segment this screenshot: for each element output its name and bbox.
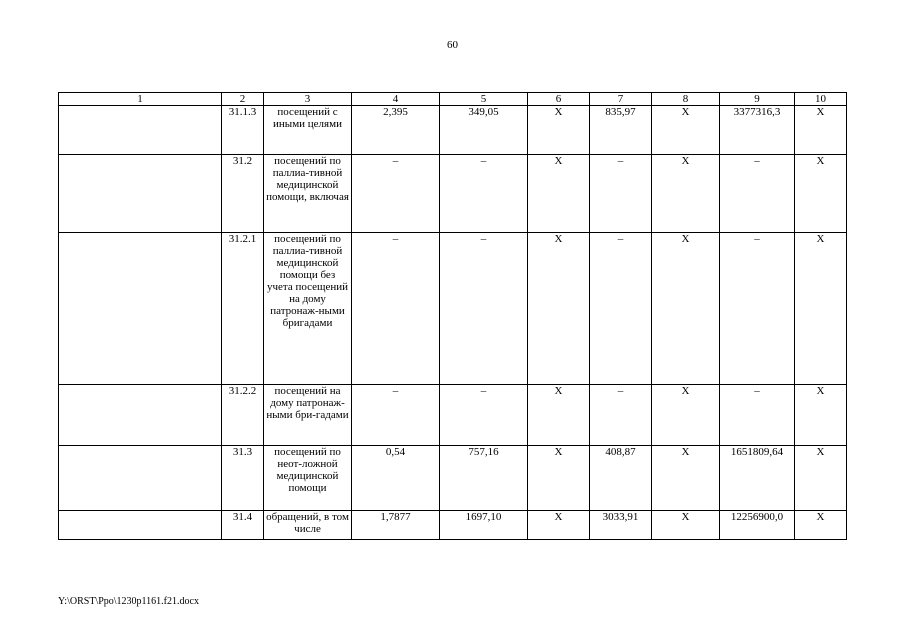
- data-table: [58, 92, 847, 540]
- table-cell: 1697,10: [440, 511, 528, 540]
- table-cell: Х: [795, 155, 847, 233]
- table-cell: [59, 446, 222, 511]
- table-cell: Х: [528, 385, 590, 446]
- table-cell: посещений по паллиа-тивной медицинской помощи без учета посещений на дому патронаж-ными бригадами: [264, 233, 352, 385]
- table-header-row: [59, 93, 847, 106]
- table-cell: 31.4: [222, 511, 264, 540]
- table-cell: 31.2.2: [222, 385, 264, 446]
- table-cell: 31.3: [222, 446, 264, 511]
- table-cell: –: [720, 233, 795, 385]
- table-cell: Х: [652, 385, 720, 446]
- table-cell: –: [352, 385, 440, 446]
- table-cell: 31.2.1: [222, 233, 264, 385]
- table-cell: 31.1.3: [222, 106, 264, 155]
- table-cell: посещений на дому патронаж-ными бри-гадами: [264, 385, 352, 446]
- table-row: [59, 106, 847, 155]
- table-cell: Х: [795, 446, 847, 511]
- column-header: 2: [222, 93, 264, 106]
- table-cell: 12256900,0: [720, 511, 795, 540]
- table-cell: Х: [652, 106, 720, 155]
- column-header: 4: [352, 93, 440, 106]
- table-cell: –: [590, 385, 652, 446]
- table-row: [59, 155, 847, 233]
- table-cell: Х: [528, 233, 590, 385]
- table-cell: –: [440, 385, 528, 446]
- table-cell: Х: [652, 155, 720, 233]
- column-header: 9: [720, 93, 795, 106]
- table-cell: 2,395: [352, 106, 440, 155]
- table-cell: 408,87: [590, 446, 652, 511]
- table-cell: Х: [528, 155, 590, 233]
- table-cell: [59, 233, 222, 385]
- table-cell: [59, 106, 222, 155]
- table-row: [59, 511, 847, 540]
- table-cell: посещений с иными целями: [264, 106, 352, 155]
- table-cell: [59, 155, 222, 233]
- table-cell: –: [720, 155, 795, 233]
- table-cell: 1,7877: [352, 511, 440, 540]
- table-cell: –: [440, 155, 528, 233]
- table-cell: –: [352, 233, 440, 385]
- table-cell: Х: [652, 233, 720, 385]
- table-cell: 349,05: [440, 106, 528, 155]
- column-header: 8: [652, 93, 720, 106]
- table-cell: Х: [652, 446, 720, 511]
- table-cell: Х: [528, 106, 590, 155]
- table-cell: 835,97: [590, 106, 652, 155]
- table-cell: обращений, в том числе: [264, 511, 352, 540]
- table-cell: 31.2: [222, 155, 264, 233]
- table-cell: посещений по паллиа-тивной медицинской помощи, включая: [264, 155, 352, 233]
- table-cell: Х: [528, 511, 590, 540]
- column-header: 7: [590, 93, 652, 106]
- table-cell: 757,16: [440, 446, 528, 511]
- table-cell: Х: [795, 385, 847, 446]
- table-cell: 3377316,3: [720, 106, 795, 155]
- table-cell: 1651809,64: [720, 446, 795, 511]
- column-header: 6: [528, 93, 590, 106]
- table-row: [59, 233, 847, 385]
- table-cell: Х: [528, 446, 590, 511]
- table-cell: Х: [795, 106, 847, 155]
- table-cell: 3033,91: [590, 511, 652, 540]
- table-cell: –: [440, 233, 528, 385]
- table-cell: Х: [795, 511, 847, 540]
- column-header: 3: [264, 93, 352, 106]
- table-cell: –: [352, 155, 440, 233]
- table-cell: [59, 385, 222, 446]
- table-cell: посещений по неот-ложной медицинской помощи: [264, 446, 352, 511]
- column-header: 5: [440, 93, 528, 106]
- table-cell: Х: [652, 511, 720, 540]
- table-cell: 0,54: [352, 446, 440, 511]
- table-cell: [59, 511, 222, 540]
- column-header: 10: [795, 93, 847, 106]
- document-file-path: Y:\ORST\Ppo\1230p1161.f21.docx: [58, 596, 199, 607]
- table-cell: –: [590, 233, 652, 385]
- table-cell: –: [720, 385, 795, 446]
- page-number: 60: [447, 39, 458, 51]
- table-row: [59, 385, 847, 446]
- table-cell: Х: [795, 233, 847, 385]
- table-row: [59, 446, 847, 511]
- column-header: 1: [59, 93, 222, 106]
- table-cell: –: [590, 155, 652, 233]
